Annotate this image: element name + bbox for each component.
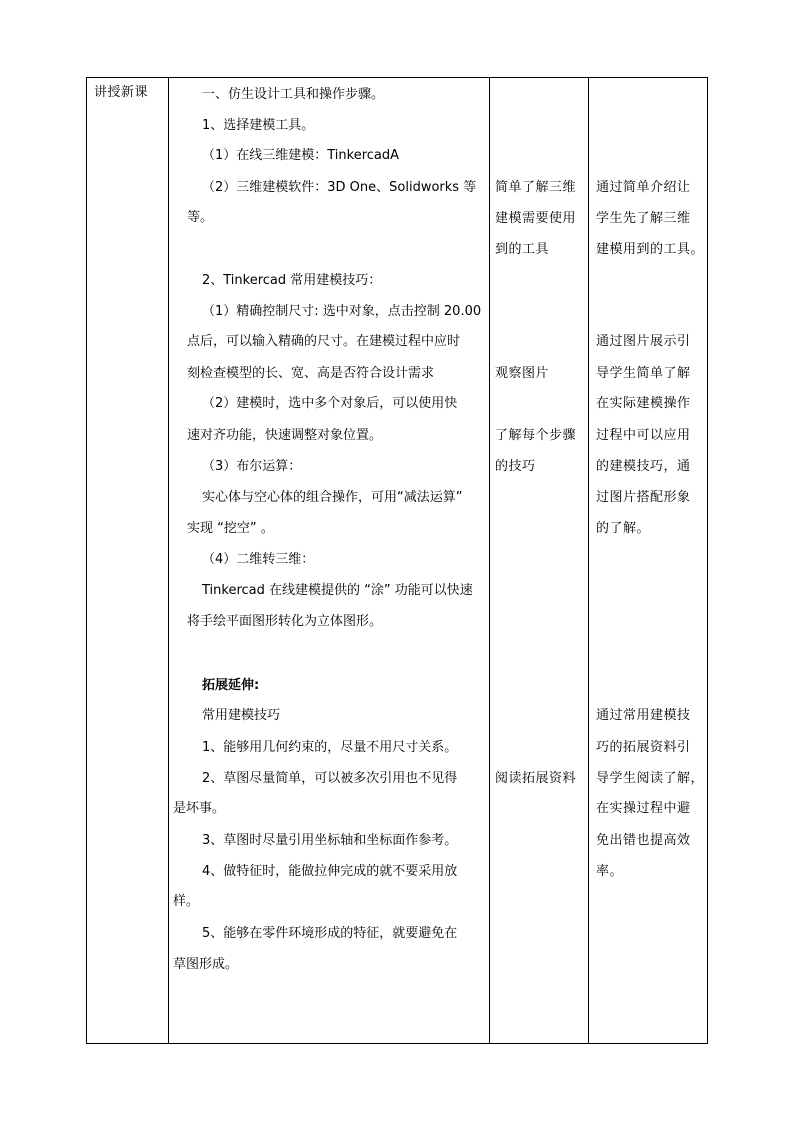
activity-line: 观察图片 xyxy=(495,366,550,381)
content-line: （4）二维转三维： xyxy=(202,552,315,567)
content-line: 速对齐功能，快速调整对象位置。 xyxy=(187,428,383,443)
activity-line: 简单了解三维 xyxy=(495,180,577,195)
content-line: Tinkercad 在线建模提供的 “涂” 功能可以快速 xyxy=(202,583,473,598)
content-line: 样。 xyxy=(173,894,200,909)
content-line: （1）在线三维建模：TinkercadA xyxy=(202,148,400,163)
intent-line: 导学生简单了解 xyxy=(596,366,691,381)
content-line: 一、仿生设计工具和操作步骤。 xyxy=(202,87,385,102)
intent-line: 在实操过程中避 xyxy=(596,801,691,816)
content-line: 草图形成。 xyxy=(173,957,239,972)
content-cell xyxy=(169,78,489,1043)
intent-line: 建模用到的工具。 xyxy=(596,242,705,257)
intent-line: 率。 xyxy=(596,864,624,879)
student-activity-cell xyxy=(490,78,588,1043)
intent-line: 的了解。 xyxy=(596,521,651,536)
content-line: 2、Tinkercad 常用建模技巧： xyxy=(202,273,382,288)
intent-line: 通过简单介绍让 xyxy=(596,180,691,195)
intent-line: 导学生阅读了解， xyxy=(596,771,705,786)
content-line: 2、草图尽量简单，可以被多次引用也不见得 xyxy=(202,771,458,786)
content-line: （1）精确控制尺寸: 选中对象，点击控制 20.00 xyxy=(202,304,482,319)
activity-line: 了解每个步骤 xyxy=(495,428,577,443)
content-line: 刻检查模型的长、宽、高是否符合设计需求 xyxy=(187,366,435,381)
activity-line: 到的工具 xyxy=(495,242,550,257)
extension-heading: 拓展延伸: xyxy=(202,678,260,693)
activity-line: 的技巧 xyxy=(495,459,536,474)
design-intent-cell xyxy=(589,78,707,1043)
lesson-table xyxy=(86,77,708,1044)
intent-line: 过图片搭配形象 xyxy=(596,490,691,505)
intent-line: 免出错也提高效 xyxy=(596,833,691,848)
content-line: 3、草图时尽量引用坐标轴和坐标面作参考。 xyxy=(202,833,458,848)
content-line: （3）布尔运算： xyxy=(202,459,302,474)
intent-line: 巧的拓展资料引 xyxy=(596,740,691,755)
content-line: 将手绘平面图形转化为立体图形。 xyxy=(187,614,383,629)
content-line: 等。 xyxy=(187,210,214,225)
stage-label: 讲授新课 xyxy=(94,85,149,100)
activity-line: 阅读拓展资料 xyxy=(495,771,577,786)
content-line: （2）三维建模软件：3D One、Solidworks 等 xyxy=(202,180,477,195)
content-line: （2）建模时，选中多个对象后，可以使用快 xyxy=(202,396,458,411)
content-line: 1、选择建模工具。 xyxy=(202,118,315,133)
content-line: 实心体与空心体的组合操作，可用“减法运算” xyxy=(202,490,463,505)
content-line: 是坏事。 xyxy=(173,801,226,816)
content-line: 实现 “挖空” 。 xyxy=(187,521,274,536)
intent-line: 通过常用建模技 xyxy=(596,708,691,723)
intent-line: 的建模技巧，通 xyxy=(596,459,691,474)
intent-line: 通过图片展示引 xyxy=(596,334,691,349)
content-line: 4、做特征时，能做拉伸完成的就不要采用放 xyxy=(202,864,458,879)
activity-line: 建模需要使用 xyxy=(495,211,577,226)
content-line: 5、能够在零件环境形成的特征，就要避免在 xyxy=(202,926,458,941)
content-line: 点后，可以输入精确的尺寸。在建模过程中应时 xyxy=(187,334,461,349)
content-line: 常用建模技巧 xyxy=(202,708,281,723)
intent-line: 在实际建模操作 xyxy=(596,396,691,411)
intent-line: 学生先了解三维 xyxy=(596,211,691,226)
stage-cell xyxy=(87,78,168,1043)
content-line: 1、能够用几何约束的，尽量不用尺寸关系。 xyxy=(202,740,458,755)
intent-line: 过程中可以应用 xyxy=(596,428,691,443)
